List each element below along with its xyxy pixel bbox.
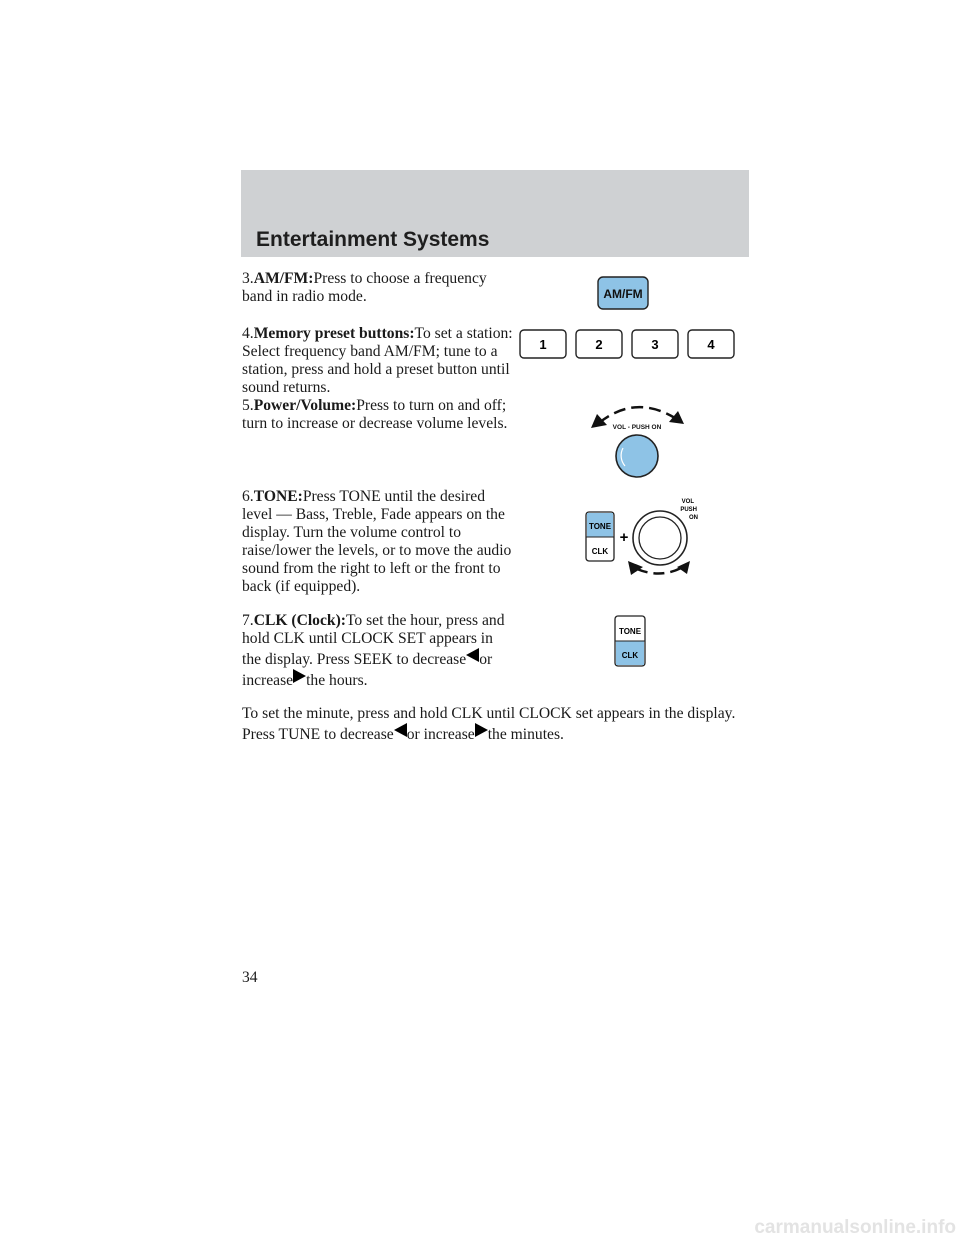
amfm-button-illustration: [597, 276, 649, 310]
preset-2-label: 2: [595, 337, 603, 352]
item-term: CLK (Clock):: [253, 612, 346, 629]
item-term: Memory preset buttons:: [253, 325, 415, 342]
preset-buttons-illustration: [519, 329, 735, 359]
item-term: Power/Volume:: [253, 397, 357, 414]
vol-label: VOL: [681, 499, 694, 505]
seek-increase-arrow-icon: [293, 669, 306, 683]
tone-clk-button-illustration: [614, 615, 646, 667]
item-clock: 7.CLK (Clock):To set the hour, press and hold CLK until CLOCK SET appears in the display. Press SEEK to decrease or increase the hours.: [242, 612, 505, 689]
item-term: AM/FM:: [253, 270, 314, 287]
on-label: ON: [689, 515, 698, 521]
plus-sign: +: [619, 529, 629, 546]
seek-decrease-arrow-icon: [466, 648, 479, 662]
clk-label: CLK: [621, 651, 639, 660]
tune-decrease-arrow-icon: [394, 723, 407, 737]
volume-knob-illustration: [585, 400, 691, 480]
item-presets: 4.Memory preset buttons:To set a station: Select frequency band AM/FM; tune to a station, press and hold a preset button until sound returns.: [242, 325, 513, 396]
tune-increase-arrow-icon: [475, 723, 488, 737]
push-label: PUSH: [680, 507, 697, 513]
vol-push-on-label: VOL - PUSH ON: [612, 424, 662, 431]
rotate-right-arrow-icon: [669, 411, 684, 424]
page-title: Entertainment Systems: [256, 228, 490, 251]
preset-3-label: 3: [651, 337, 659, 352]
item-term: TONE:: [253, 488, 303, 505]
rotate-right-arrow-icon: [677, 561, 690, 574]
minute-instructions: To set the minute, press and hold CLK until CLOCK set appears in the display. Press TUNE to decrease or increase the minutes.: [242, 705, 736, 743]
section-header: [241, 170, 749, 257]
rotate-left-arrow-icon: [591, 414, 607, 428]
amfm-label: AM/FM: [603, 287, 643, 301]
clk-label: CLK: [591, 547, 609, 556]
tone-label: TONE: [618, 627, 642, 636]
page-number: 34: [242, 969, 258, 986]
watermark: carmanualsonline.info: [754, 1217, 956, 1238]
item-tone: 6.TONE:Press TONE until the desired level — Bass, Treble, Fade appears on the display. Turn the volume control to raise/lower the levels, or to move the audio sound from the right to left or the front to back (if equipped).: [242, 488, 512, 595]
rotate-left-arrow-icon: [628, 561, 643, 575]
preset-1-label: 1: [539, 337, 547, 352]
tone-label: TONE: [588, 522, 612, 531]
item-amfm: 3.AM/FM:Press to choose a frequency band in radio mode.: [242, 270, 487, 305]
preset-4-label: 4: [707, 337, 715, 352]
tone-knob-illustration: [583, 495, 698, 579]
item-power-volume: 5.Power/Volume:Press to turn on and off; turn to increase or decrease volume levels.: [242, 397, 508, 432]
